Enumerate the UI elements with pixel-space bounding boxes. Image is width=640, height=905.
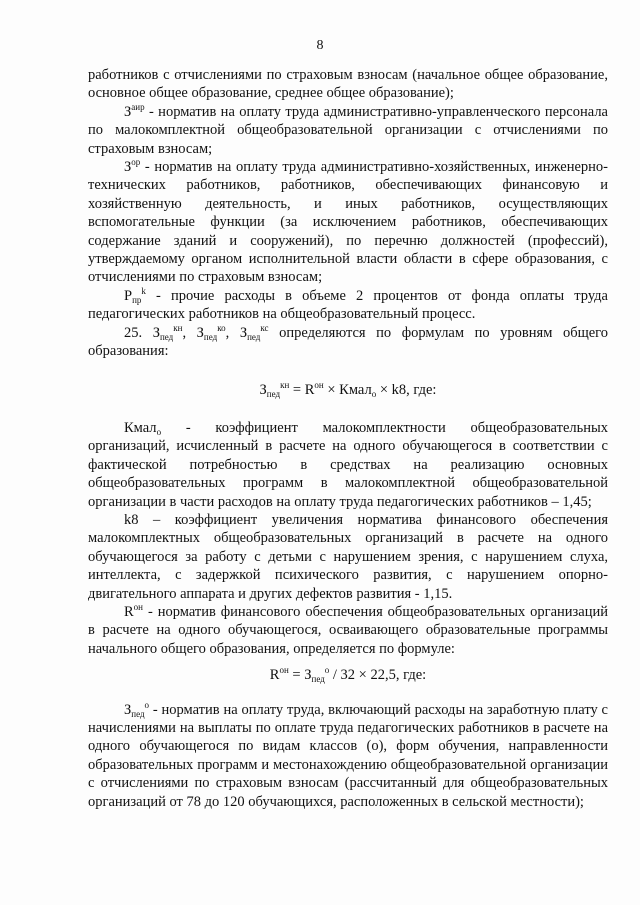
paragraph-text: - норматив финансового обеспечения общеобразовательных организаций в расчете на одного обучающегося, осваивающего образовательные программы начального общего образования, определяется по формуле: xyxy=(88,603,608,657)
formula-part: З xyxy=(259,381,267,398)
paragraph-text: - норматив на оплату труда, включающий расходы на заработную плату с начислениями на выплаты по оплате труда педагогических работников в расчете на одного обучающегося по видам классов (о), форм обучения, направленности образовательных программ и местонахождению общеобразовательной организации с отчислениями по страховым взносам (рассчитанный для общеобразовательных организаций от 78 до 120 обучающихся, расположенных в сельской местности); xyxy=(88,701,608,810)
formula-superscript: о xyxy=(324,665,330,676)
symbol: З xyxy=(124,701,132,718)
symbol: Р xyxy=(124,287,133,304)
formula-r-on xyxy=(88,666,608,684)
paragraph-z-ped-o xyxy=(88,701,608,811)
symbol-superscript: ор xyxy=(131,157,141,168)
document-body xyxy=(88,66,608,811)
symbol-superscript: k xyxy=(141,285,146,296)
symbol-superscript: он xyxy=(133,601,143,612)
symbol: R xyxy=(124,603,134,620)
symbol: Кмал xyxy=(124,419,157,436)
paragraph-k8: k8 – коэффициент увеличения норматива финансового обеспечения малокомплектных общеобразовательных организаций в расчете на одного обучающегося за работу с детьми с нарушением зрения, с нарушением слуха, интеллекта, с задержкой психического развития, с нарушением опорно-двигательного аппарата и других дефектов развития - 1,15. xyxy=(88,511,608,602)
paragraph-text: - норматив на оплату труда административно-управленческого персонала по малокомплектной общеобразовательной организации с отчислениями по страховым взносам; xyxy=(88,103,608,157)
symbol-subscript: о xyxy=(156,426,162,437)
symbol-subscript: пр xyxy=(132,294,142,305)
symbol-superscript: кн xyxy=(173,322,183,333)
formula-superscript: он xyxy=(279,665,289,676)
formula-superscript: он xyxy=(314,379,324,390)
separator: , З xyxy=(225,324,248,341)
formula-part: × k8, где: xyxy=(376,381,437,398)
item-lead: 25. З xyxy=(124,324,160,341)
paragraph-text: - коэффициент малокомплектности общеобразовательных организаций, исчисленный в расчете на одного обучающегося в соответствии с фактической потребностью в средствах на реализацию основных общеобразовательных программ в малокомплектной общеобразовательной организации в части расходов на оплату труда педагогических работников – 1,45; xyxy=(88,419,608,510)
symbol: З xyxy=(124,103,132,120)
formula-part: R xyxy=(269,667,280,684)
formula-superscript: кн xyxy=(280,379,290,390)
formula-part: = З xyxy=(288,667,312,684)
paragraph-continuation: работников с отчислениями по страховым взносам (начальное общее образование, основное общее образование, среднее общее образование); xyxy=(88,67,608,102)
formula-subscript: о xyxy=(371,388,377,399)
page-number: 8 xyxy=(316,38,324,53)
paragraph-r-on xyxy=(88,603,608,658)
paragraph-z-or xyxy=(88,158,608,287)
formula-subscript: пед xyxy=(266,388,281,399)
symbol-superscript: аир xyxy=(131,101,145,112)
symbol-subscript: пед xyxy=(247,331,261,342)
symbol-superscript: о xyxy=(144,699,150,710)
paragraph-text: - прочие расходы в объеме 2 процентов от фонда оплаты труда педагогических работников на общеобразовательный процесс. xyxy=(88,287,608,323)
symbol-subscript: пед xyxy=(159,331,174,342)
formula-part: / 32 × 22,5, где: xyxy=(329,667,427,684)
symbol-subscript: пед xyxy=(203,331,218,342)
paragraph-text: определяются по формулам по уровням общего образования: xyxy=(88,324,609,360)
paragraph-text: - норматив на оплату труда административно-хозяйственных, инженерно-технических работников, работников, обеспечивающих финансовую и хозяйственную деятельность, и иных работников, осуществляющих вспомогательные функции (за исключением работников, обеспечивающих содержание зданий и сооружений), по перечню должностей (профессий), утверждаемому органом исполнительной власти области в сфере образования, с отчислениями по страховым взносам; xyxy=(88,159,608,286)
formula-part: × Кмал xyxy=(323,381,372,398)
paragraph-z-air xyxy=(88,103,608,158)
symbol-superscript: кс xyxy=(260,322,269,333)
formula-part: = R xyxy=(289,381,315,398)
symbol-subscript: пед xyxy=(131,708,145,719)
symbol-superscript: ко xyxy=(217,322,226,333)
symbol: З xyxy=(124,159,132,176)
paragraph-item-25 xyxy=(88,324,608,361)
paragraph-r-pr xyxy=(88,287,608,324)
formula-z-ped-kn xyxy=(88,381,608,399)
formula-subscript: пед xyxy=(311,674,325,685)
paragraph-kmal xyxy=(88,419,608,511)
separator: , З xyxy=(182,324,204,341)
